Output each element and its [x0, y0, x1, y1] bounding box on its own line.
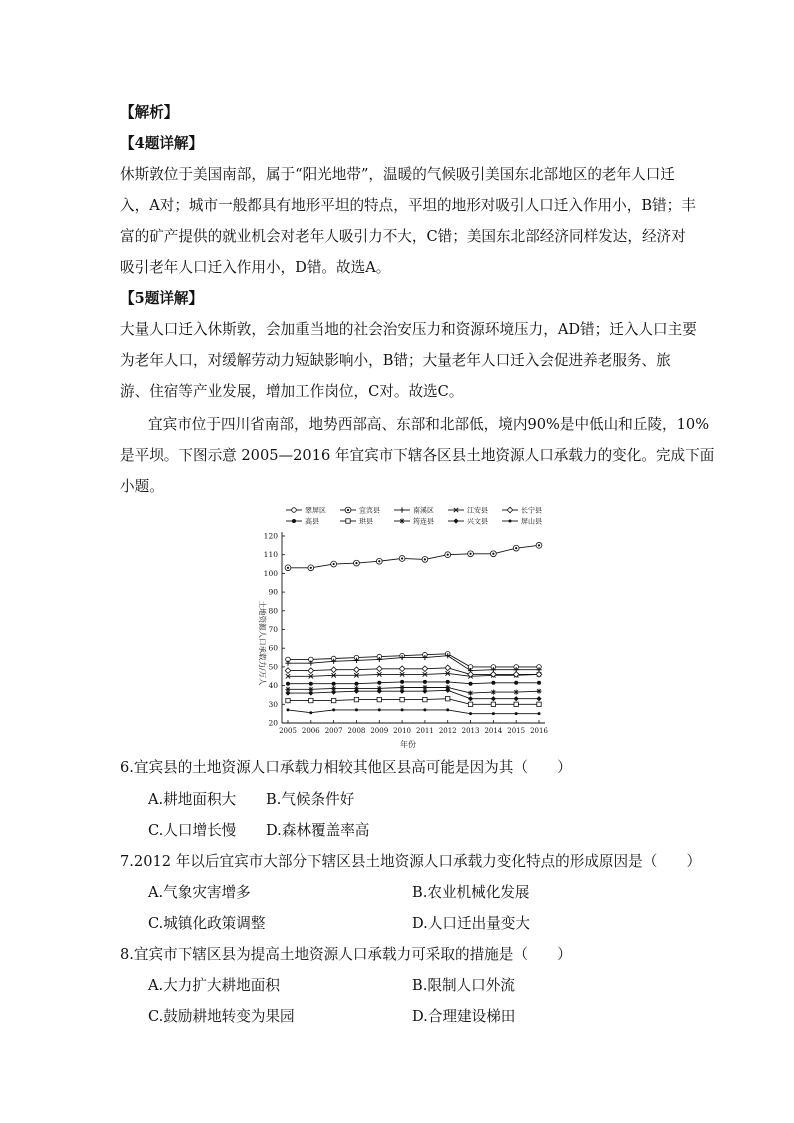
data-point	[308, 565, 314, 571]
legend-label: 高县	[305, 517, 319, 526]
data-point	[423, 708, 426, 711]
q5-heading: 【5题详解】	[120, 290, 204, 307]
legend-item	[448, 517, 488, 526]
data-point	[536, 689, 541, 694]
series-line	[288, 682, 539, 684]
data-point	[514, 702, 518, 706]
data-point	[355, 708, 358, 711]
data-point	[422, 666, 428, 672]
data-point	[378, 708, 381, 711]
x-tick-label: 2016	[530, 727, 548, 735]
data-point	[514, 681, 518, 685]
data-point	[331, 561, 337, 567]
passage-line: 小题。	[120, 478, 164, 495]
series-6	[286, 696, 541, 706]
data-point	[536, 542, 542, 548]
question-6-option-d[interactable]: D.森林覆盖率高	[266, 822, 370, 839]
legend-item	[286, 506, 326, 515]
data-point	[285, 565, 291, 571]
question-7-option-b[interactable]: B.农业机械化发展	[412, 884, 530, 901]
question-7-option-c[interactable]: C.城镇化政策调整	[148, 915, 266, 932]
q4-text-line: 吸引老年人口迁入作用小，D错。故选A。	[120, 259, 391, 276]
population-capacity-line-chart	[250, 503, 560, 753]
data-point	[445, 688, 450, 693]
legend-label: 筠连县	[413, 517, 434, 526]
q4-text-line: 富的矿产提供的就业机会对老年人吸引力不大，C错；美国东北部经济同样发达，经济对	[120, 228, 686, 245]
legend-label: 珙县	[359, 517, 373, 526]
y-tick-label: 50	[268, 662, 278, 672]
data-point	[468, 702, 472, 706]
data-point	[309, 711, 312, 714]
data-point	[423, 680, 427, 684]
legend-item	[502, 506, 542, 515]
legend-label: 南溪区	[413, 506, 434, 515]
question-7-option-a[interactable]: A.气象灾害增多	[148, 884, 251, 901]
series-line	[288, 654, 539, 667]
data-point	[354, 689, 359, 694]
data-point	[345, 507, 351, 513]
y-tick-label: 20	[268, 718, 278, 728]
data-point	[536, 696, 541, 701]
data-point	[399, 666, 405, 672]
data-point	[309, 698, 313, 702]
data-point	[286, 682, 290, 686]
series-0	[286, 652, 542, 670]
q5-text-line: 大量人口迁入休斯敦，会加重当地的社会治安压力和资源环境压力，AD错；迁入人口主要	[120, 321, 697, 338]
data-point	[469, 712, 472, 715]
data-point	[513, 672, 519, 678]
data-point	[491, 681, 495, 685]
legend-label: 屏山县	[521, 517, 542, 526]
series-line	[288, 699, 539, 705]
question-8-option-c[interactable]: C.鼓励耕地转变为果园	[148, 1008, 295, 1025]
y-tick-label: 80	[268, 606, 278, 616]
data-point	[287, 708, 290, 711]
data-point	[491, 690, 496, 695]
data-point	[492, 712, 495, 715]
y-tick-label: 100	[263, 568, 278, 578]
passage-line: 宜宾市位于四川省南部，地势西部高、东部和北部低，境内90%是中低山和丘陵，10%	[148, 416, 710, 433]
data-point	[491, 672, 497, 678]
question-6-option-c[interactable]: C.人口增长慢	[148, 822, 237, 839]
data-point	[377, 689, 382, 694]
question-7-option-d[interactable]: D.人口迁出量变大	[412, 915, 530, 932]
data-point	[538, 712, 541, 715]
question-6-option-b[interactable]: B.气候条件好	[266, 791, 355, 808]
x-tick-label: 2013	[461, 727, 480, 735]
question-8-stem: 8.宜宾市下辖区县为提高土地资源人口承载力可采取的措施是（ ）	[120, 946, 572, 963]
y-tick-label: 70	[268, 625, 278, 634]
data-point	[468, 690, 473, 695]
x-tick-label: 2008	[347, 727, 366, 735]
data-point	[400, 697, 404, 701]
data-point	[513, 545, 519, 551]
x-tick-label: 2006	[301, 727, 320, 735]
series-5	[286, 680, 541, 686]
data-point	[399, 507, 404, 512]
legend-label: 翠屏区	[305, 506, 326, 515]
q4-text-line: 入，A对；城市一般都具有地形平坦的特点，平坦的地形对吸引人口迁入作用小，B错；丰	[120, 197, 696, 214]
question-6-option-a[interactable]: A.耕地面积大	[148, 791, 237, 808]
legend-label: 宜宾县	[359, 506, 380, 515]
x-tick-label: 2009	[370, 727, 389, 735]
x-tick-label: 2012	[438, 727, 457, 735]
q4-heading: 【4题详解】	[120, 135, 204, 152]
x-tick-label: 2015	[507, 727, 526, 735]
data-point	[332, 682, 336, 686]
data-point	[446, 708, 449, 711]
analysis-heading: 【解析】	[120, 104, 179, 121]
data-point	[491, 696, 496, 701]
series-line	[288, 545, 539, 568]
q5-text-line: 为老年人口，对缓解劳动力短缺影响小，B错；大量老年人口迁入会促进养老服务、旅	[120, 352, 671, 369]
data-point	[401, 708, 404, 711]
data-point	[423, 697, 427, 701]
data-point	[331, 698, 335, 702]
data-point	[354, 697, 358, 701]
y-tick-label: 90	[268, 587, 278, 597]
data-point	[514, 690, 519, 695]
question-6-stem: 6.宜宾县的土地资源人口承载力相较其他区县高可能是因为其（ ）	[120, 759, 572, 776]
data-point	[377, 681, 381, 685]
y-tick-label: 30	[268, 699, 278, 709]
q5-text-line: 游、住宿等产业发展，增加工作岗位，C对。故选C。	[120, 383, 464, 400]
data-point	[376, 666, 382, 672]
data-point	[376, 558, 382, 564]
series-line	[288, 690, 539, 698]
data-point	[468, 696, 473, 701]
passage-line: 是平坝。下图示意 2005—2016 年宜宾市下辖各区县土地资源人口承载力的变化。完成下面	[120, 447, 715, 464]
data-point	[309, 682, 313, 686]
data-point	[537, 702, 541, 706]
data-point	[400, 680, 404, 684]
x-tick-label: 2014	[484, 727, 503, 735]
legend-item	[340, 506, 380, 515]
x-tick-label: 2011	[415, 727, 434, 735]
data-point	[422, 556, 428, 562]
data-point	[331, 667, 337, 673]
data-point	[469, 682, 473, 686]
data-point	[354, 682, 358, 686]
legend-item	[394, 506, 434, 515]
question-7-stem: 7.2012 年以后宜宾市大部分下辖区县土地资源人口承载力变化特点的形成原因是（ ）	[120, 853, 702, 870]
data-point	[332, 708, 335, 711]
legend-item	[286, 517, 319, 526]
data-point	[507, 507, 513, 513]
data-point	[445, 552, 451, 558]
x-axis-label: 年份	[400, 740, 416, 749]
data-point	[354, 560, 360, 566]
data-point	[292, 519, 296, 523]
legend-item	[448, 506, 488, 515]
data-point	[399, 556, 405, 562]
data-point	[445, 665, 451, 671]
question-8-option-d[interactable]: D.合理建设梯田	[412, 1008, 516, 1025]
legend-item	[502, 517, 542, 526]
x-tick-label: 2005	[279, 727, 297, 735]
data-point	[468, 551, 474, 557]
data-point	[490, 551, 496, 557]
data-point	[537, 681, 541, 685]
y-axis-label: 土地资源人口承载力/万人	[258, 600, 267, 686]
question-8-option-a[interactable]: A.大力扩大耕地面积	[148, 977, 280, 994]
legend-label: 长宁县	[521, 506, 542, 515]
data-point	[446, 680, 450, 684]
data-point	[354, 667, 360, 673]
y-tick-label: 110	[263, 550, 278, 560]
x-tick-label: 2010	[393, 727, 412, 735]
data-point	[491, 702, 495, 706]
series-line	[288, 668, 539, 675]
data-point	[377, 697, 381, 701]
data-point	[346, 519, 350, 523]
legend-item	[394, 517, 434, 526]
chart-plot-area	[285, 542, 542, 715]
data-point	[285, 668, 291, 674]
legend-item	[340, 517, 373, 526]
legend-label: 兴文县	[467, 517, 488, 526]
data-point	[286, 698, 290, 702]
chart-legend	[286, 506, 542, 526]
question-8-option-b[interactable]: B.限制人口外流	[412, 977, 515, 994]
data-point	[308, 668, 314, 674]
data-point	[514, 696, 519, 701]
y-tick-label: 60	[268, 643, 278, 653]
data-point	[399, 518, 404, 523]
series-line	[288, 710, 539, 714]
data-point	[446, 696, 450, 700]
x-tick-label: 2007	[324, 727, 343, 735]
series-1	[285, 542, 542, 570]
q4-text-line: 休斯敦位于美国南部，属于“阳光地带”，温暖的气候吸引美国东北部地区的老年人口迁	[120, 166, 675, 183]
data-point	[509, 520, 512, 523]
data-point	[515, 712, 518, 715]
series-9	[287, 708, 541, 715]
legend-label: 江安县	[467, 506, 488, 515]
data-point	[292, 508, 297, 513]
series-7	[285, 685, 541, 696]
y-tick-label: 40	[268, 681, 278, 691]
data-point	[453, 518, 458, 523]
y-tick-label: 120	[263, 531, 278, 541]
